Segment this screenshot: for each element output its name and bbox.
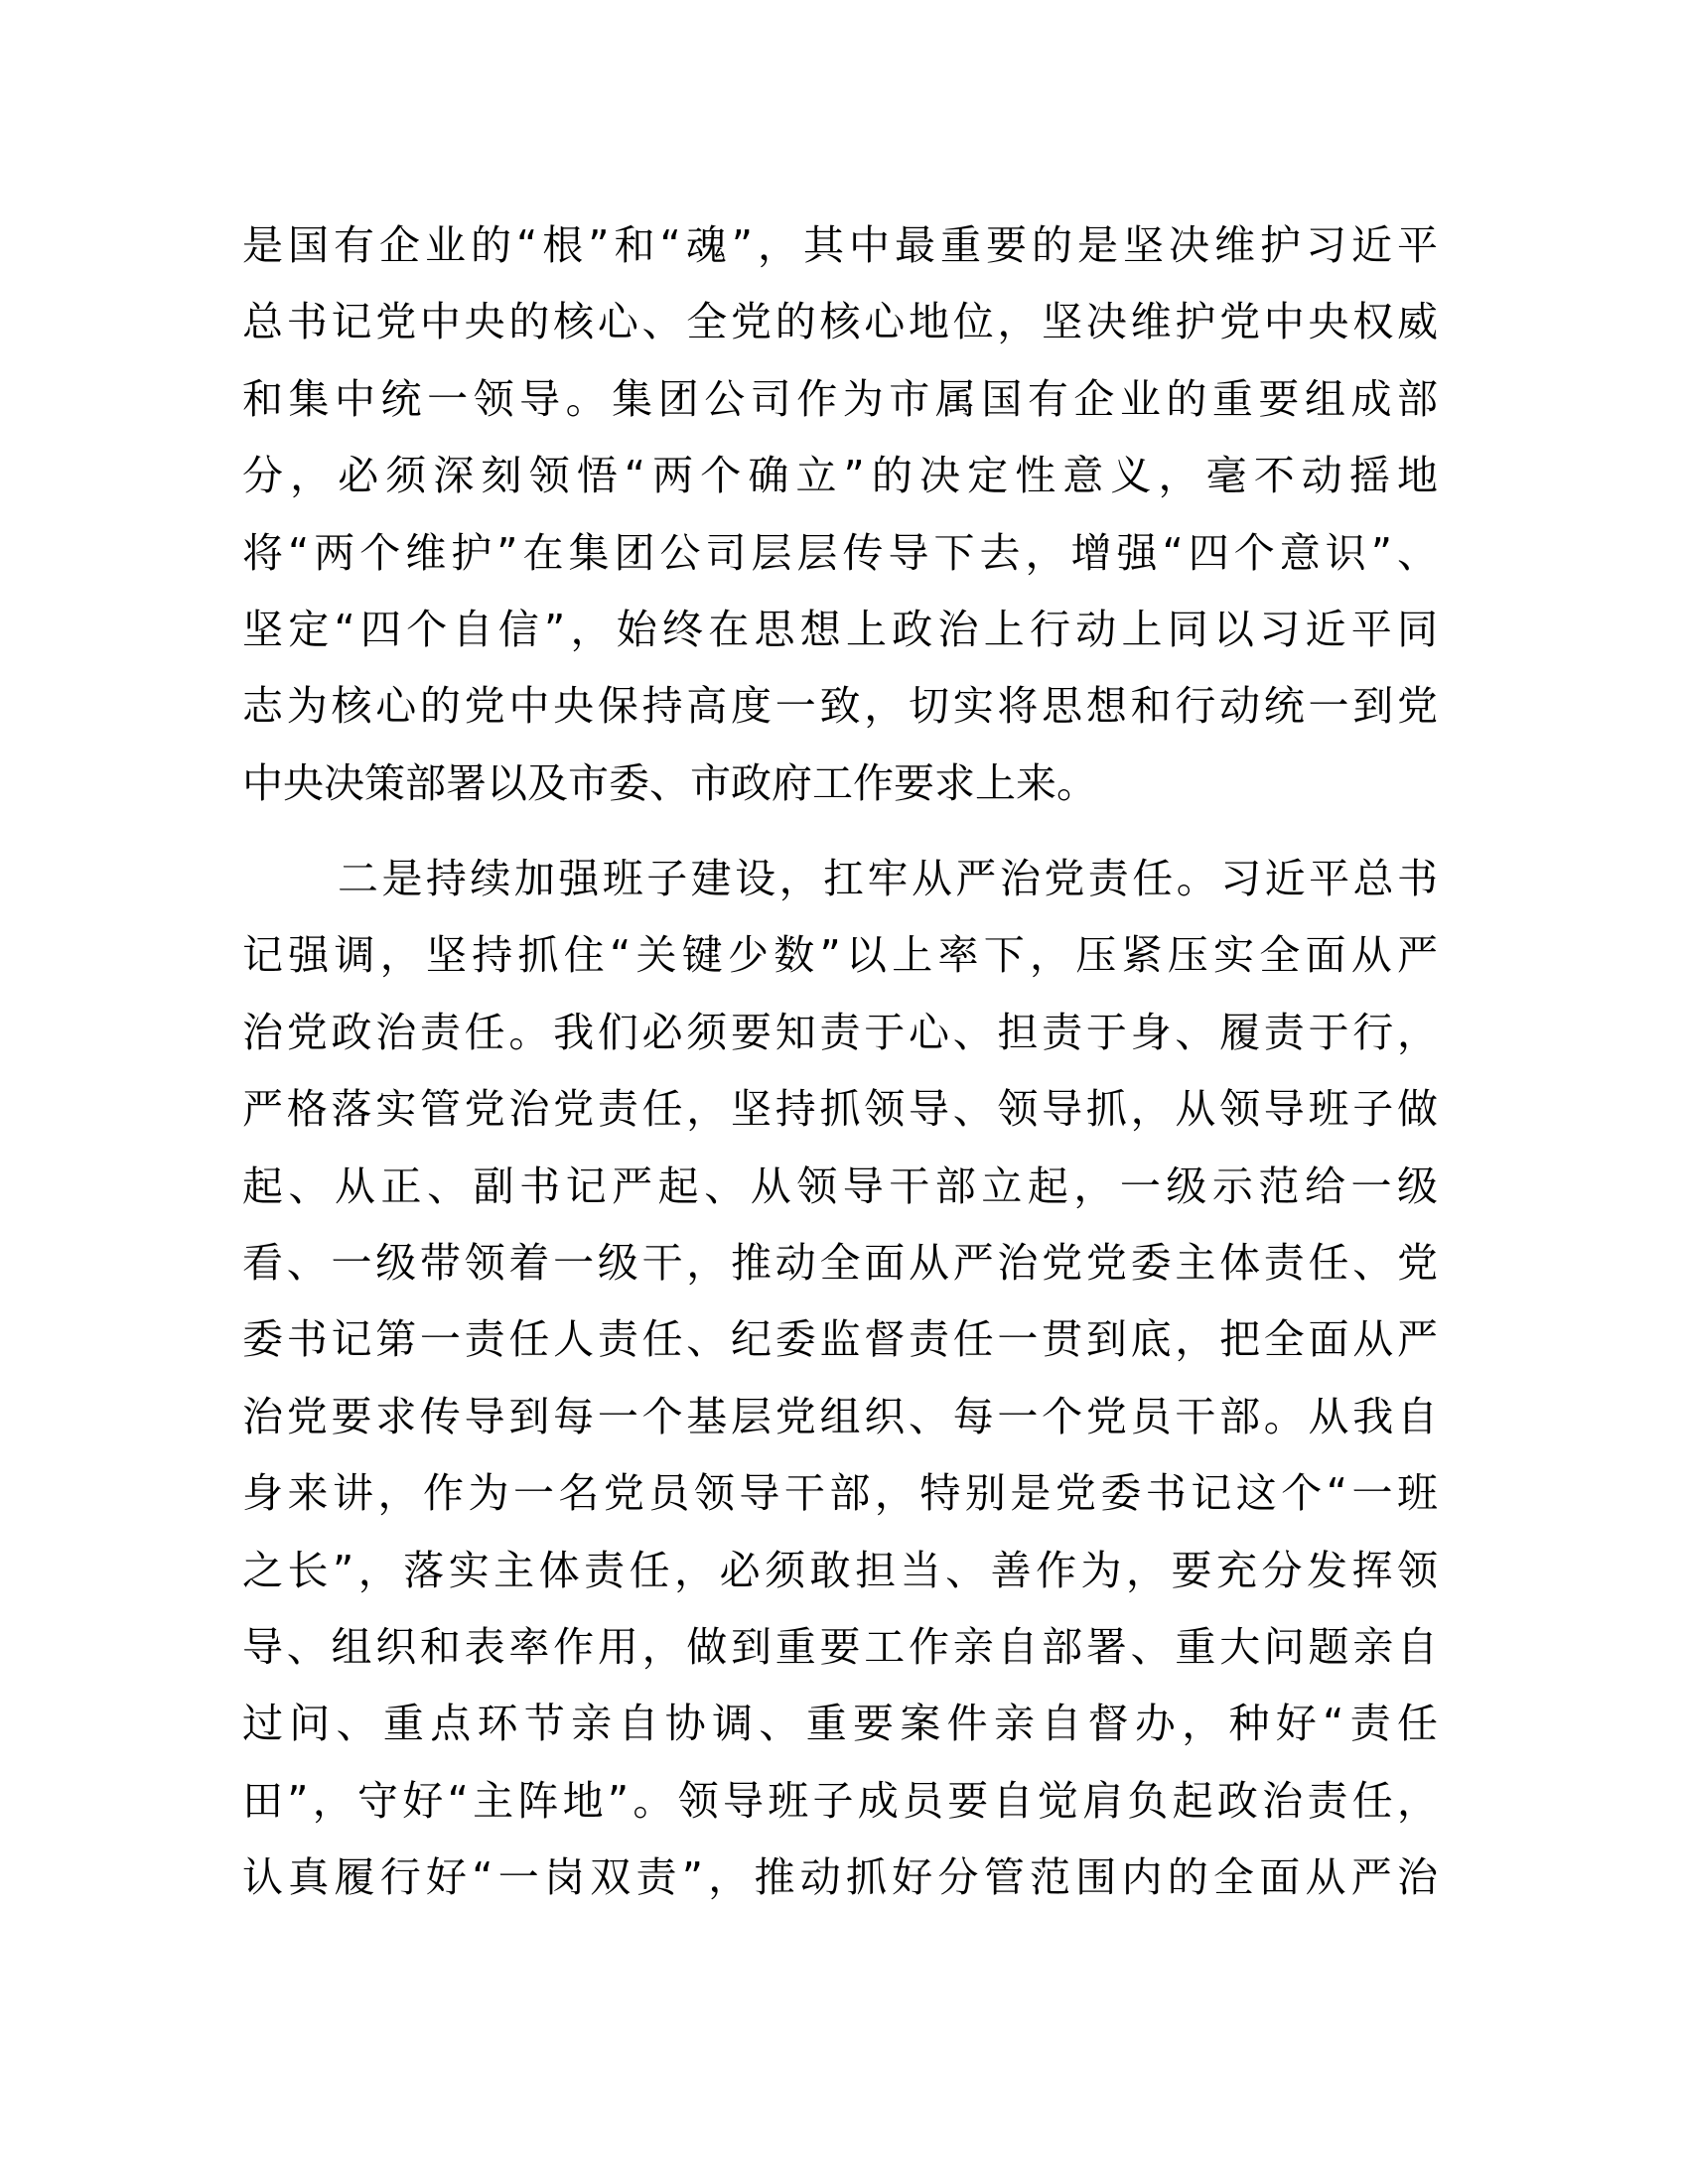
text-line: 中央决策部署以及市委、市政府工作要求上来。 [242, 758, 1097, 807]
text-line: 身来讲，作为一名党员领导干部，特别是党委书记这个“一班 [242, 1469, 1438, 1518]
text-line: 记强调，坚持抓住“关键少数”以上率下，压紧压实全面从严 [242, 931, 1438, 980]
text-line: 二是持续加强班子建设，扛牢从严治党责任。习近平总书 [338, 855, 1438, 902]
text-line: 之长”，落实主体责任，必须敢担当、善作为，要充分发挥领 [242, 1546, 1438, 1594]
text-line: 导、组织和表率作用，做到重要工作亲自部署、重大问题亲自 [242, 1622, 1438, 1671]
text-line: 志为核心的党中央保持高度一致，切实将思想和行动统一到党 [242, 682, 1438, 731]
text-line: 坚定“四个自信”，始终在思想上政治上行动上同以习近平同 [242, 605, 1438, 653]
text-line: 起、从正、副书记严起、从领导干部立起，一级示范给一级 [242, 1161, 1438, 1210]
text-line: 总书记党中央的核心、全党的核心地位，坚决维护党中央权威 [242, 298, 1438, 346]
text-line: 将“两个维护”在集团公司层层传导下去，增强“四个意识”、 [242, 528, 1438, 577]
text-line: 田”，守好“主阵地”。领导班子成员要自觉肩负起政治责任， [242, 1776, 1438, 1825]
text-line: 过问、重点环节亲自协调、重要案件亲自督办，种好“责任 [242, 1700, 1438, 1748]
paragraph-2 [242, 841, 1438, 1916]
text-line: 治党要求传导到每一个基层党组织、每一个党员干部。从我自 [242, 1392, 1438, 1440]
text-line: 是国有企业的“根”和“魂”，其中最重要的是坚决维护习近平 [242, 221, 1438, 269]
text-line: 严格落实管党治党责任，坚持抓领导、领导抓，从领导班子做 [242, 1085, 1438, 1134]
text-line: 和集中统一领导。集团公司作为市属国有企业的重要组成部 [242, 374, 1438, 423]
text-line: 委书记第一责任人责任、纪委监督责任一贯到底，把全面从严 [242, 1315, 1438, 1364]
text-line: 认真履行好“一岗双责”，推动抓好分管范围内的全面从严治 [242, 1853, 1438, 1902]
text-line: 治党政治责任。我们必须要知责于心、担责于身、履责于行， [242, 1008, 1438, 1056]
paragraph-1 [242, 207, 1438, 822]
text-line: 分，必须深刻领悟“两个确立”的决定性意义，毫不动摇地 [242, 452, 1438, 500]
text-line: 看、一级带领着一级干，推动全面从严治党党委主体责任、党 [242, 1238, 1438, 1287]
